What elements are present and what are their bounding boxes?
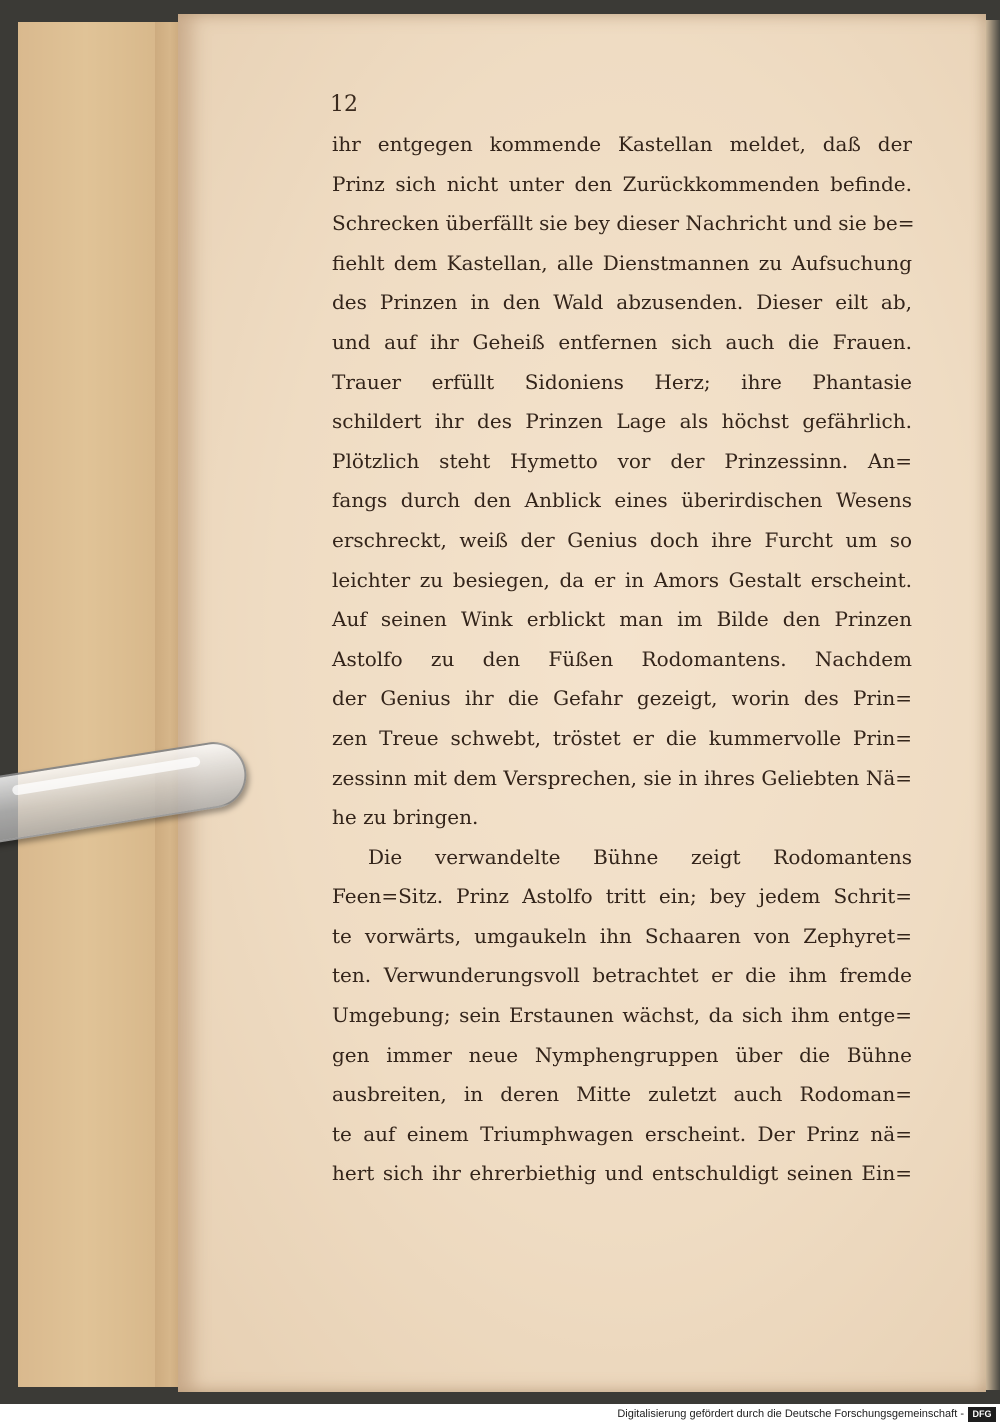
text-line: Feen=Sitz. Prinz Astolfo tritt ein; bey jedem Schrit= [332,884,912,909]
text-line: des Prinzen in den Wald abzusenden. Dieser eilt ab, [332,290,912,315]
text-line: te vorwärts, umgaukeln ihn Schaaren von Zephyret= [332,923,912,948]
text-line: zessinn mit dem Versprechen, sie in ihres Geliebten Nä= [332,765,912,790]
text-line: Trauer erfüllt Sidoniens Herz; ihre Phantasie [332,369,912,394]
text-line: erschreckt, weiß der Genius doch ihre Furcht um so [332,527,912,552]
digitization-footer [0,1404,1000,1427]
text-line: he zu bringen. [332,805,479,830]
text-line: Astolfo zu den Füßen Rodomantens. Nachdem [332,646,912,671]
text-line: te auf einem Triumphwagen erscheint. Der Prinz nä= [332,1121,912,1146]
text-line: Prinz sich nicht unter den Zurückkommenden befinde. [332,171,912,196]
text-line: Umgebung; sein Erstaunen wächst, da sich ihm entge= [332,1003,912,1028]
text-line: Plötzlich steht Hymetto vor der Prinzessinn. An= [332,448,912,473]
text-line: der Genius ihr die Gefahr gezeigt, worin des Prin= [332,686,912,711]
text-line: ausbreiten, in deren Mitte zuletzt auch Rodoman= [332,1082,912,1107]
text-line: leichter zu besiegen, da er in Amors Gestalt erscheint. [332,567,912,592]
text-line: Die verwandelte Bühne zeigt Rodomantens [368,844,912,869]
text-line: und auf ihr Geheiß entfernen sich auch die Frauen. [332,329,912,354]
text-line: zen Treue schwebt, tröstet er die kummervolle Prin= [332,725,912,750]
text-line: Auf seinen Wink erblickt man im Bilde den Prinzen [332,607,912,632]
page-text [332,125,915,1194]
dfg-logo: DFG [968,1407,996,1422]
page-number: 12 [330,92,358,117]
text-line: fiehlt dem Kastellan, alle Dienstmannen zu Aufsuchung [332,250,912,275]
text-line: gen immer neue Nymphengruppen über die Bühne [332,1042,912,1067]
text-line: schildert ihr des Prinzen Lage als höchst gefährlich. [332,409,912,434]
text-line: Schrecken überfällt sie bey dieser Nachricht und sie be= [332,211,915,236]
footer-credit: Digitalisierung gefördert durch die Deutsche Forschungsgemeinschaft - [617,1408,964,1420]
text-line: ihr entgegen kommende Kastellan meldet, daß der [332,132,912,156]
text-line: fangs durch den Anblick eines überirdischen Wesens [332,488,912,513]
text-line: ten. Verwunderungsvoll betrachtet er die ihm fremde [332,963,912,988]
text-line: hert sich ihr ehrerbiethig und entschuldigt seinen Ein= [332,1161,912,1186]
